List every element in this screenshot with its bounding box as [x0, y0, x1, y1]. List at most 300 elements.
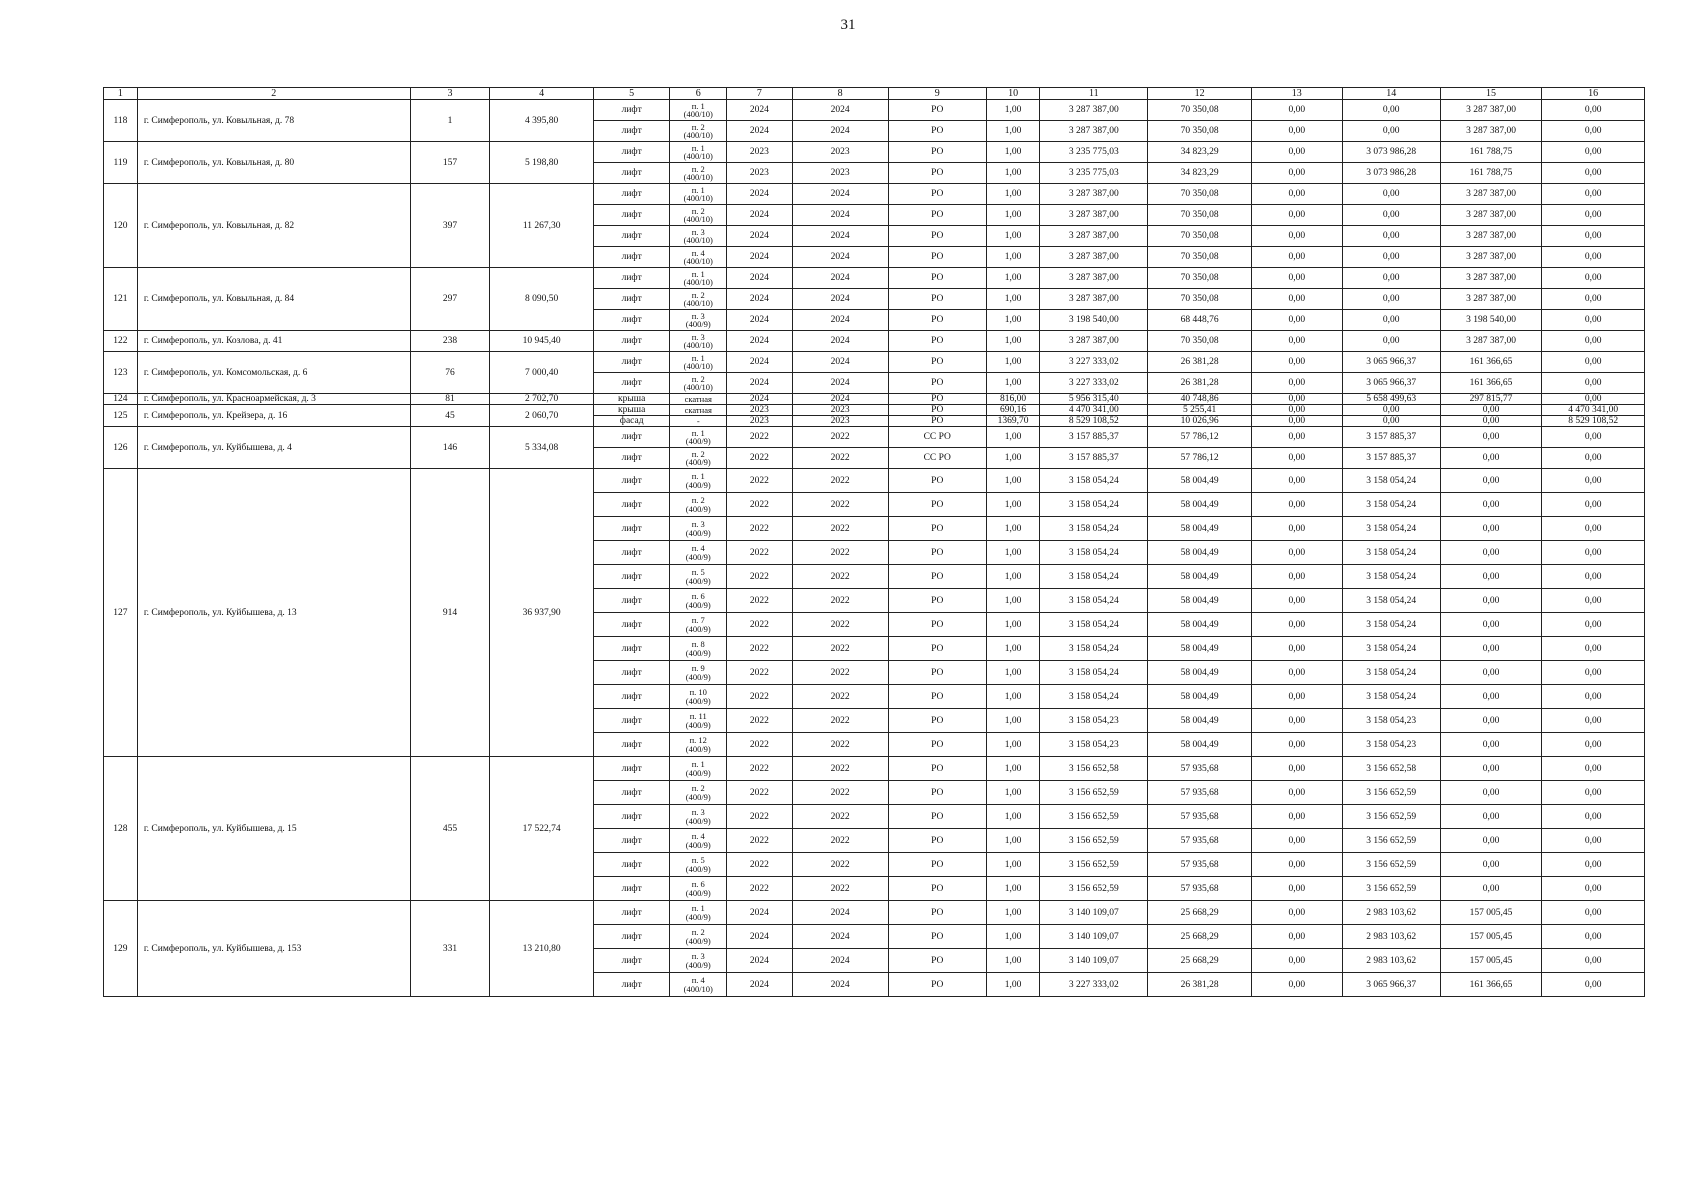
col-13-value: 0,00	[1252, 805, 1343, 829]
total-cost: 3 227 333,02	[1040, 373, 1148, 394]
unit-cell	[670, 685, 727, 709]
year-start: 2024	[727, 394, 792, 405]
quantity: 1,00	[986, 100, 1039, 121]
funding-source: РО	[888, 901, 986, 925]
work-type: лифт	[593, 925, 669, 949]
unit-spec: (400/10)	[683, 382, 713, 392]
funding-source: РО	[888, 517, 986, 541]
total-cost: 3 227 333,02	[1040, 973, 1148, 997]
total-cost: 3 287 387,00	[1040, 289, 1148, 310]
col-13-value: 0,00	[1252, 565, 1343, 589]
funding-source: РО	[888, 268, 986, 289]
funding-source: РО	[888, 331, 986, 352]
unit-cell	[670, 901, 727, 925]
total-cost: 3 235 775,03	[1040, 163, 1148, 184]
building-col-3: 157	[410, 142, 490, 184]
col-16-value: 0,00	[1542, 493, 1645, 517]
unit-spec: (400/9)	[685, 623, 711, 634]
unit-label: п. 3	[691, 951, 705, 961]
col-12-value: 40 748,86	[1148, 394, 1252, 405]
quantity: 1,00	[986, 226, 1039, 247]
work-type: лифт	[593, 163, 669, 184]
building-address: г. Симферополь, ул. Ковыльная, д. 80	[137, 142, 410, 184]
funding-source: РО	[888, 613, 986, 637]
unit-cell	[670, 805, 727, 829]
unit-cell	[670, 121, 727, 142]
col-12-value: 57 786,12	[1148, 427, 1252, 448]
quantity: 690,16	[986, 405, 1039, 416]
unit-spec: (400/9)	[685, 719, 711, 730]
col-16-value: 0,00	[1542, 709, 1645, 733]
year-end: 2022	[792, 685, 888, 709]
funding-source: РО	[888, 469, 986, 493]
quantity: 1,00	[986, 589, 1039, 613]
unit-label: п. 1	[691, 903, 705, 913]
col-14-value: 3 158 054,24	[1342, 613, 1440, 637]
year-start: 2022	[727, 685, 792, 709]
unit-cell	[670, 247, 727, 268]
work-type: лифт	[593, 541, 669, 565]
year-start: 2022	[727, 781, 792, 805]
column-header-4: 4	[490, 88, 594, 100]
funding-source: РО	[888, 416, 986, 427]
year-start: 2024	[727, 247, 792, 268]
col-16-value: 0,00	[1542, 184, 1645, 205]
building-col-3: 297	[410, 268, 490, 331]
col-16-value: 0,00	[1542, 877, 1645, 901]
quantity: 1,00	[986, 493, 1039, 517]
total-cost: 5 956 315,40	[1040, 394, 1148, 405]
unit-label: п. 2	[691, 927, 705, 937]
unit-cell	[670, 373, 727, 394]
total-cost: 3 140 109,07	[1040, 925, 1148, 949]
unit-spec: (400/9)	[685, 911, 711, 922]
quantity: 1,00	[986, 901, 1039, 925]
building-col-3: 331	[410, 901, 490, 997]
building-number: 125	[104, 405, 138, 427]
unit-spec: (400/9)	[685, 436, 711, 446]
unit-spec: (400/9)	[685, 575, 711, 586]
col-14-value: 0,00	[1342, 247, 1440, 268]
unit-spec: (400/9)	[685, 887, 711, 898]
work-type: лифт	[593, 781, 669, 805]
col-15-value: 0,00	[1440, 877, 1541, 901]
col-12-value: 34 823,29	[1148, 142, 1252, 163]
year-start: 2024	[727, 226, 792, 247]
col-15-value: 161 788,75	[1440, 163, 1541, 184]
year-start: 2022	[727, 469, 792, 493]
building-number: 119	[104, 142, 138, 184]
col-14-value: 3 065 966,37	[1342, 373, 1440, 394]
unit-spec: (400/10)	[683, 214, 713, 224]
funding-source: РО	[888, 973, 986, 997]
year-end: 2024	[792, 310, 888, 331]
col-14-value: 3 158 054,24	[1342, 637, 1440, 661]
unit-label: п. 1	[691, 759, 705, 769]
unit-cell	[670, 541, 727, 565]
col-16-value: 4 470 341,00	[1542, 405, 1645, 416]
work-type: лифт	[593, 205, 669, 226]
unit-spec: (400/9)	[685, 527, 711, 538]
col-12-value: 57 935,68	[1148, 805, 1252, 829]
total-cost: 3 287 387,00	[1040, 268, 1148, 289]
unit-spec: (400/9)	[685, 551, 711, 562]
building-address: г. Симферополь, ул. Куйбышева, д. 4	[137, 427, 410, 469]
year-start: 2023	[727, 163, 792, 184]
unit-cell	[670, 427, 727, 448]
unit-spec: (400/10)	[683, 256, 713, 266]
col-13-value: 0,00	[1252, 427, 1343, 448]
unit-label: п. 2	[691, 121, 705, 132]
col-15-value: 3 287 387,00	[1440, 268, 1541, 289]
funding-source: РО	[888, 493, 986, 517]
column-header-1: 1	[104, 88, 138, 100]
building-area: 10 945,40	[490, 331, 594, 352]
funding-source: РО	[888, 289, 986, 310]
unit-spec: (400/9)	[685, 839, 711, 850]
col-13-value: 0,00	[1252, 373, 1343, 394]
col-15-value: 0,00	[1440, 661, 1541, 685]
unit-cell	[670, 331, 727, 352]
unit-spec: (400/10)	[683, 109, 713, 119]
unit-spec: (400/9)	[685, 815, 711, 826]
quantity: 1,00	[986, 805, 1039, 829]
col-12-value: 58 004,49	[1148, 613, 1252, 637]
unit-label: п. 2	[691, 205, 705, 216]
year-start: 2022	[727, 733, 792, 757]
year-end: 2022	[792, 517, 888, 541]
col-12-value: 70 350,08	[1148, 184, 1252, 205]
col-15-value: 161 366,65	[1440, 352, 1541, 373]
quantity: 1369,70	[986, 416, 1039, 427]
unit-cell	[670, 877, 727, 901]
quantity: 1,00	[986, 637, 1039, 661]
building-col-3: 76	[410, 352, 490, 394]
year-start: 2023	[727, 416, 792, 427]
year-start: 2023	[727, 142, 792, 163]
total-cost: 3 156 652,59	[1040, 853, 1148, 877]
col-14-value: 2 983 103,62	[1342, 949, 1440, 973]
year-start: 2024	[727, 373, 792, 394]
col-12-value: 70 350,08	[1148, 121, 1252, 142]
col-13-value: 0,00	[1252, 352, 1343, 373]
total-cost: 3 157 885,37	[1040, 427, 1148, 448]
quantity: 1,00	[986, 853, 1039, 877]
unit-cell	[670, 405, 727, 416]
year-end: 2022	[792, 493, 888, 517]
quantity: 1,00	[986, 205, 1039, 226]
col-12-value: 70 350,08	[1148, 289, 1252, 310]
work-type: крыша	[593, 394, 669, 405]
col-14-value: 2 983 103,62	[1342, 925, 1440, 949]
col-14-value: 3 158 054,24	[1342, 685, 1440, 709]
col-14-value: 0,00	[1342, 405, 1440, 416]
col-15-value: 0,00	[1440, 493, 1541, 517]
col-13-value: 0,00	[1252, 205, 1343, 226]
year-start: 2024	[727, 925, 792, 949]
col-15-value: 0,00	[1440, 613, 1541, 637]
building-address: г. Симферополь, ул. Куйбышева, д. 15	[137, 757, 410, 901]
col-14-value: 0,00	[1342, 205, 1440, 226]
col-16-value: 0,00	[1542, 829, 1645, 853]
unit-spec: (400/9)	[685, 935, 711, 946]
col-12-value: 57 935,68	[1148, 877, 1252, 901]
total-cost: 3 158 054,24	[1040, 661, 1148, 685]
unit-cell	[670, 163, 727, 184]
unit-cell	[670, 733, 727, 757]
col-14-value: 3 073 986,28	[1342, 163, 1440, 184]
col-12-value: 58 004,49	[1148, 493, 1252, 517]
year-start: 2024	[727, 184, 792, 205]
col-13-value: 0,00	[1252, 517, 1343, 541]
col-13-value: 0,00	[1252, 184, 1343, 205]
total-cost: 3 287 387,00	[1040, 247, 1148, 268]
col-12-value: 26 381,28	[1148, 973, 1252, 997]
column-header-12: 12	[1148, 88, 1252, 100]
funding-source: РО	[888, 405, 986, 416]
col-14-value: 3 158 054,24	[1342, 565, 1440, 589]
unit-label: п. 3	[691, 331, 705, 342]
col-13-value: 0,00	[1252, 142, 1343, 163]
total-cost: 3 156 652,59	[1040, 805, 1148, 829]
work-type: лифт	[593, 226, 669, 247]
funding-source: РО	[888, 121, 986, 142]
unit-cell	[670, 637, 727, 661]
funding-source: РО	[888, 310, 986, 331]
quantity: 1,00	[986, 661, 1039, 685]
quantity: 816,00	[986, 394, 1039, 405]
funding-source: РО	[888, 352, 986, 373]
work-type: лифт	[593, 331, 669, 352]
year-end: 2022	[792, 661, 888, 685]
building-number: 122	[104, 331, 138, 352]
quantity: 1,00	[986, 352, 1039, 373]
unit-cell	[670, 289, 727, 310]
year-start: 2022	[727, 637, 792, 661]
col-13-value: 0,00	[1252, 733, 1343, 757]
col-15-value: 3 287 387,00	[1440, 289, 1541, 310]
col-13-value: 0,00	[1252, 163, 1343, 184]
unit-label: п. 1	[691, 100, 705, 111]
quantity: 1,00	[986, 781, 1039, 805]
building-address: г. Симферополь, ул. Куйбышева, д. 13	[137, 469, 410, 757]
col-14-value: 3 073 986,28	[1342, 142, 1440, 163]
total-cost: 3 158 054,24	[1040, 637, 1148, 661]
funding-source: РО	[888, 733, 986, 757]
col-14-value: 3 156 652,58	[1342, 757, 1440, 781]
year-start: 2024	[727, 100, 792, 121]
col-12-value: 57 935,68	[1148, 853, 1252, 877]
year-end: 2022	[792, 757, 888, 781]
column-header-11: 11	[1040, 88, 1148, 100]
unit-spec: (400/10)	[683, 340, 713, 350]
unit-spec: (400/10)	[683, 193, 713, 203]
year-end: 2022	[792, 781, 888, 805]
total-cost: 3 157 885,37	[1040, 448, 1148, 469]
building-number: 123	[104, 352, 138, 394]
col-14-value: 0,00	[1342, 331, 1440, 352]
building-area: 17 522,74	[490, 757, 594, 901]
unit-label: п. 6	[691, 879, 705, 889]
col-15-value: 3 287 387,00	[1440, 184, 1541, 205]
col-14-value: 3 156 652,59	[1342, 781, 1440, 805]
funding-source: РО	[888, 805, 986, 829]
col-14-value: 0,00	[1342, 268, 1440, 289]
unit-label: п. 2	[691, 373, 705, 384]
year-end: 2022	[792, 448, 888, 469]
column-header-2: 2	[137, 88, 410, 100]
col-15-value: 0,00	[1440, 565, 1541, 589]
unit-cell	[670, 448, 727, 469]
col-13-value: 0,00	[1252, 247, 1343, 268]
col-15-value: 161 788,75	[1440, 142, 1541, 163]
col-12-value: 58 004,49	[1148, 469, 1252, 493]
quantity: 1,00	[986, 757, 1039, 781]
col-15-value: 3 287 387,00	[1440, 226, 1541, 247]
year-end: 2023	[792, 142, 888, 163]
table-row	[104, 757, 1645, 781]
total-cost: 3 156 652,59	[1040, 829, 1148, 853]
unit-spec: (400/9)	[685, 767, 711, 778]
unit-cell	[670, 781, 727, 805]
unit-spec: (400/9)	[685, 863, 711, 874]
col-13-value: 0,00	[1252, 226, 1343, 247]
col-16-value: 0,00	[1542, 565, 1645, 589]
year-start: 2024	[727, 205, 792, 226]
work-type: лифт	[593, 685, 669, 709]
unit-cell	[670, 949, 727, 973]
unit-spec: (400/10)	[683, 151, 713, 161]
table-row	[104, 352, 1645, 373]
col-15-value: 3 287 387,00	[1440, 331, 1541, 352]
col-15-value: 157 005,45	[1440, 925, 1541, 949]
work-type: лифт	[593, 373, 669, 394]
funding-source: РО	[888, 877, 986, 901]
col-14-value: 0,00	[1342, 416, 1440, 427]
col-13-value: 0,00	[1252, 973, 1343, 997]
col-14-value: 3 157 885,37	[1342, 427, 1440, 448]
table-row	[104, 427, 1645, 448]
col-16-value: 0,00	[1542, 289, 1645, 310]
building-address: г. Симферополь, ул. Козлова, д. 41	[137, 331, 410, 352]
year-start: 2024	[727, 901, 792, 925]
table-row	[104, 405, 1645, 416]
building-number: 121	[104, 268, 138, 331]
table-row	[104, 142, 1645, 163]
quantity: 1,00	[986, 142, 1039, 163]
unit-label: -	[696, 415, 700, 426]
quantity: 1,00	[986, 877, 1039, 901]
total-cost: 3 158 054,24	[1040, 517, 1148, 541]
unit-cell	[670, 493, 727, 517]
col-16-value: 0,00	[1542, 541, 1645, 565]
unit-spec: (400/10)	[683, 235, 713, 245]
col-13-value: 0,00	[1252, 949, 1343, 973]
col-12-value: 58 004,49	[1148, 637, 1252, 661]
col-16-value: 0,00	[1542, 247, 1645, 268]
work-type: лифт	[593, 100, 669, 121]
work-type: лифт	[593, 352, 669, 373]
col-15-value: 0,00	[1440, 541, 1541, 565]
work-type: лифт	[593, 901, 669, 925]
col-16-value: 0,00	[1542, 448, 1645, 469]
building-area: 4 395,80	[490, 100, 594, 142]
col-12-value: 58 004,49	[1148, 589, 1252, 613]
unit-cell	[670, 661, 727, 685]
col-15-value: 0,00	[1440, 733, 1541, 757]
building-area: 5 198,80	[490, 142, 594, 184]
unit-cell	[670, 142, 727, 163]
building-number: 126	[104, 427, 138, 469]
unit-spec: (400/10)	[683, 983, 713, 994]
col-12-value: 70 350,08	[1148, 226, 1252, 247]
building-area: 36 937,90	[490, 469, 594, 757]
year-end: 2024	[792, 925, 888, 949]
unit-spec: (400/9)	[685, 695, 711, 706]
col-12-value: 70 350,08	[1148, 205, 1252, 226]
col-13-value: 0,00	[1252, 448, 1343, 469]
funding-source: РО	[888, 829, 986, 853]
col-15-value: 3 287 387,00	[1440, 247, 1541, 268]
unit-spec: (400/9)	[685, 959, 711, 970]
building-address: г. Симферополь, ул. Красноармейская, д. 3	[137, 394, 410, 405]
unit-label: п. 1	[691, 352, 705, 363]
quantity: 1,00	[986, 541, 1039, 565]
table-header	[104, 88, 1645, 100]
unit-label: п. 3	[691, 519, 705, 529]
col-13-value: 0,00	[1252, 405, 1343, 416]
col-12-value: 25 668,29	[1148, 901, 1252, 925]
col-12-value: 10 026,96	[1148, 416, 1252, 427]
total-cost: 3 158 054,24	[1040, 541, 1148, 565]
funding-source: РО	[888, 949, 986, 973]
year-end: 2024	[792, 973, 888, 997]
col-14-value: 3 156 652,59	[1342, 805, 1440, 829]
quantity: 1,00	[986, 565, 1039, 589]
year-end: 2024	[792, 949, 888, 973]
col-12-value: 70 350,08	[1148, 100, 1252, 121]
col-14-value: 3 156 652,59	[1342, 877, 1440, 901]
col-15-value: 0,00	[1440, 448, 1541, 469]
col-15-value: 157 005,45	[1440, 901, 1541, 925]
col-15-value: 3 287 387,00	[1440, 100, 1541, 121]
col-15-value: 3 287 387,00	[1440, 121, 1541, 142]
year-end: 2023	[792, 405, 888, 416]
unit-label: скатная	[684, 393, 712, 404]
col-16-value: 0,00	[1542, 373, 1645, 394]
unit-label: п. 6	[691, 591, 705, 601]
col-13-value: 0,00	[1252, 877, 1343, 901]
col-15-value: 0,00	[1440, 685, 1541, 709]
column-number-row	[104, 88, 1645, 100]
col-12-value: 25 668,29	[1148, 949, 1252, 973]
funding-source: РО	[888, 757, 986, 781]
col-16-value: 0,00	[1542, 613, 1645, 637]
col-16-value: 0,00	[1542, 121, 1645, 142]
year-start: 2024	[727, 352, 792, 373]
col-12-value: 70 350,08	[1148, 268, 1252, 289]
unit-cell	[670, 829, 727, 853]
funding-source: РО	[888, 589, 986, 613]
year-start: 2022	[727, 853, 792, 877]
col-13-value: 0,00	[1252, 469, 1343, 493]
col-13-value: 0,00	[1252, 589, 1343, 613]
unit-spec: (400/9)	[685, 457, 711, 467]
col-13-value: 0,00	[1252, 853, 1343, 877]
total-cost: 3 156 652,59	[1040, 877, 1148, 901]
unit-cell	[670, 205, 727, 226]
col-16-value: 8 529 108,52	[1542, 416, 1645, 427]
